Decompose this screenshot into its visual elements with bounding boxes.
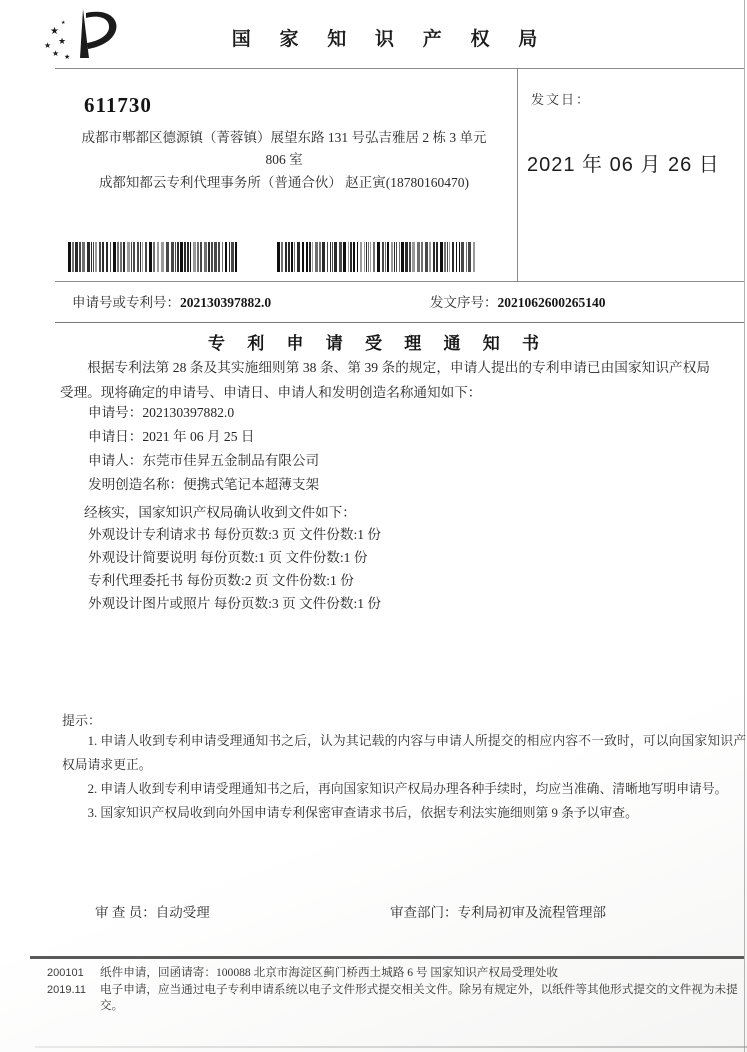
examiner-label: 审 查 员： bbox=[95, 905, 156, 920]
notes-list bbox=[62, 729, 746, 825]
svg-text:★: ★ bbox=[64, 53, 71, 61]
application-number-row bbox=[72, 291, 271, 311]
department-label: 审查部门： bbox=[390, 905, 458, 920]
department-value: 专利局初审及流程管理部 bbox=[457, 905, 606, 920]
notes-label: 提示： bbox=[62, 713, 102, 728]
svg-text:★: ★ bbox=[44, 41, 52, 50]
recipient-address bbox=[55, 127, 513, 171]
recipient-address-line2: 806 室 bbox=[265, 152, 303, 167]
examiner-row bbox=[95, 901, 210, 921]
document-item: 专利代理委托书 每份页数:2 页 文件份数:1 份 bbox=[88, 573, 354, 588]
examiner-value: 自动受理 bbox=[155, 905, 210, 920]
scan-page-bottom-edge bbox=[35, 1046, 747, 1048]
title-rule bbox=[55, 322, 744, 323]
note-item: 3. 国家知识产权局收到向外国申请专利保密审查请求书后，依据专利法实施细则第 9 条予以审查。 bbox=[87, 806, 638, 820]
field-invention-title: 发明创造名称：便携式笔记本超薄支架 bbox=[88, 477, 320, 492]
scan-page-right-edge bbox=[744, 0, 745, 1052]
body-paragraph: 根据专利法第 28 条及其实施细则第 38 条、第 39 条的规定，申请人提出的专利申请已由国家知识产权局受理。现将确定的申请号、申请日、申请人和发明创造名称通知如下： bbox=[60, 360, 710, 400]
note-item: 2. 申请人收到专利申请受理通知书之后，再向国家知识产权局办理各种手续时，均应当准确、清晰地写明申请号。 bbox=[87, 782, 728, 796]
field-applicant: 申请人：东莞市佳昇五金制品有限公司 bbox=[88, 453, 320, 468]
department-row bbox=[390, 901, 606, 921]
serial-number-value: 2021062600265140 bbox=[497, 295, 606, 310]
footer-e-filing-line: 电子申请，应当通过电子专利申请系统以电子文件形式提交相关文件。除另有规定外，以纸件等其他形式提交的文件视为未提交。 bbox=[100, 982, 738, 1012]
footer-form-codes bbox=[47, 965, 86, 998]
dispatch-date-value: 2021 年 06 月 26 日 bbox=[527, 154, 720, 176]
received-documents-list bbox=[88, 523, 381, 615]
svg-text:★: ★ bbox=[58, 36, 67, 46]
recipient-address-line1: 成都市郫都区德源镇（菁蓉镇）展望东路 131 号弘吉雅居 2 栋 3 单元 bbox=[81, 130, 487, 145]
confirmation-line: 经核实，国家知识产权局确认收到文件如下： bbox=[84, 505, 356, 520]
application-number-value: 202130397882.0 bbox=[180, 295, 272, 310]
svg-text:★: ★ bbox=[52, 49, 60, 58]
serial-number-row bbox=[430, 291, 606, 311]
svg-text:★: ★ bbox=[50, 26, 59, 37]
serial-number-label: 发文序号： bbox=[430, 295, 498, 310]
barcode-right bbox=[277, 242, 479, 272]
recipient-agent-line: 成都知都云专利代理事务所（普通合伙） 赵正寅(18780160470) bbox=[98, 175, 470, 190]
svg-text:★: ★ bbox=[61, 21, 66, 26]
footer-rule bbox=[30, 956, 744, 959]
document-item: 外观设计专利请求书 每份页数:3 页 文件份数:1 份 bbox=[88, 527, 382, 542]
footer-code: 2019.11 bbox=[47, 983, 86, 996]
dispatch-date-label: 发文日： bbox=[531, 92, 592, 107]
barcode-left bbox=[68, 242, 240, 272]
header-rule bbox=[55, 68, 744, 69]
recipient-postal-code: 611730 bbox=[84, 93, 152, 117]
dispatch-box-bottom-rule bbox=[55, 281, 744, 282]
document-item: 外观设计简要说明 每份页数:1 页 文件份数:1 份 bbox=[88, 550, 368, 565]
application-fields bbox=[88, 401, 319, 497]
document-item: 外观设计图片或照片 每份页数:3 页 文件份数:1 份 bbox=[88, 596, 382, 611]
dispatch-box-left-border bbox=[517, 68, 518, 281]
notice-title: 专 利 申 请 受 理 通 知 书 bbox=[208, 334, 548, 353]
footer-code: 200101 bbox=[47, 967, 84, 979]
field-application-no: 申请号：202130397882.0 bbox=[88, 405, 235, 420]
footer-instructions bbox=[100, 965, 742, 1015]
application-number-label: 申请号或专利号： bbox=[72, 295, 180, 310]
field-application-date: 申请日：2021 年 06 月 25 日 bbox=[88, 429, 255, 444]
agency-title: 国 家 知 识 产 权 局 bbox=[231, 29, 550, 50]
footer-paper-filing-line: 纸件申请，回函请寄：100088 北京市海淀区蓟门桥西土城路 6 号 国家知识产权局受理处收 bbox=[100, 966, 558, 979]
note-item: 1. 申请人收到专利申请受理通知书之后，认为其记载的内容与申请人所提交的相应内容不一致时，可以向国家知识产权局请求更正。 bbox=[62, 734, 746, 772]
